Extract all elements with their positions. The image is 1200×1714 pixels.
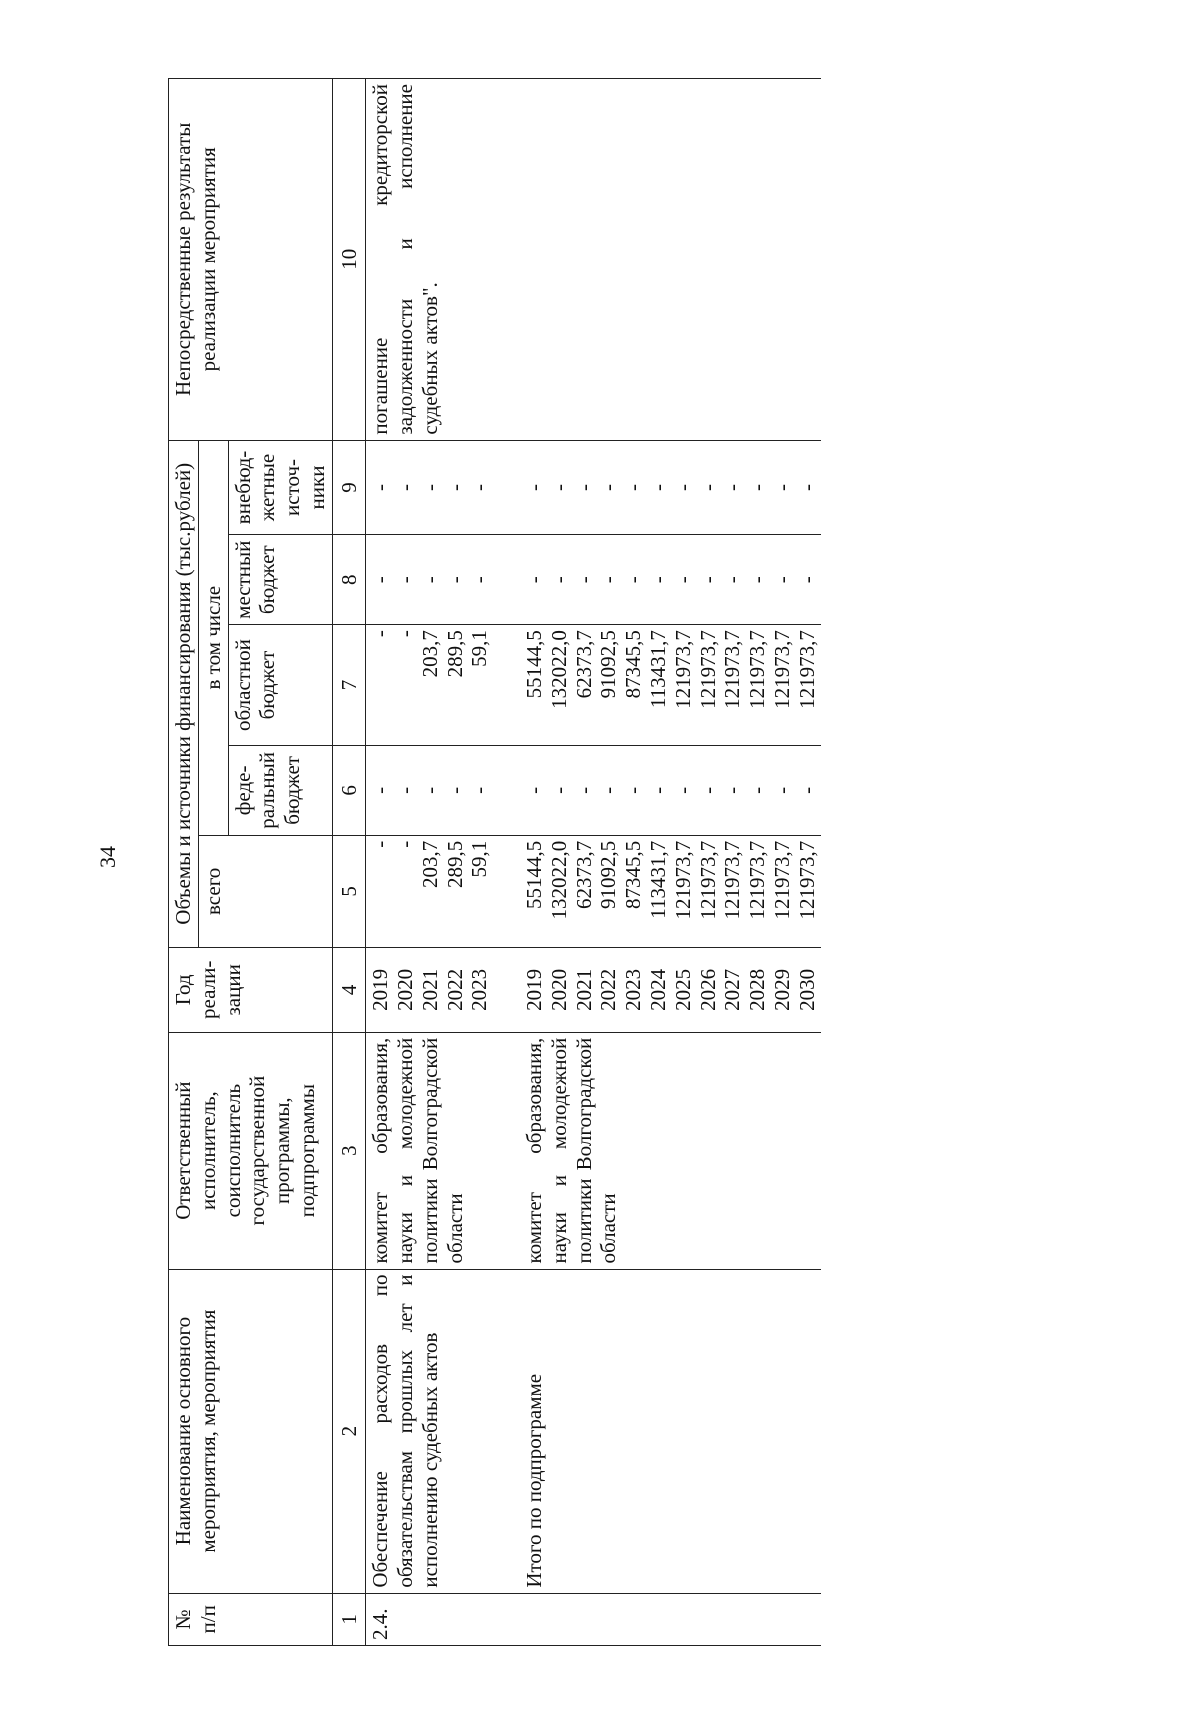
cell-line: - <box>621 786 646 794</box>
col-number: 10 <box>332 79 366 441</box>
cell-line: - <box>596 483 621 491</box>
cell-line: - <box>467 786 492 794</box>
cell-line: 2022 <box>442 968 467 1011</box>
row-name: Итого по подпрограмме <box>520 1269 821 1593</box>
cell-line: - <box>670 483 695 491</box>
cell-line: - <box>368 840 393 848</box>
cell-line: 2021 <box>417 968 442 1011</box>
cell-line: 2022 <box>596 968 621 1011</box>
table-row <box>520 79 821 1646</box>
col-number: 1 <box>332 1593 366 1645</box>
row-federal <box>520 746 821 836</box>
cell-line: 2030 <box>794 968 819 1011</box>
header-funding: Объемы и источники финансирования (тыс.рублей) <box>169 440 199 947</box>
cell-line: 121973,7 <box>670 630 695 709</box>
cell-line: 132022,0 <box>546 840 571 920</box>
cell-line: 87345,5 <box>621 630 646 699</box>
cell-line: - <box>368 576 393 584</box>
header-incl: в том числе <box>198 440 228 835</box>
header-local: местный бюджет <box>228 535 332 625</box>
row-executor: комитет образования, науки и молодежной политики Волгоградской области <box>366 1032 494 1269</box>
cell-line: - <box>417 786 442 794</box>
cell-line: - <box>670 786 695 794</box>
cell-line: - <box>467 576 492 584</box>
cell-line: - <box>745 483 770 491</box>
cell-line: 121973,7 <box>794 840 819 920</box>
col-number: 7 <box>332 625 366 746</box>
cell-line: - <box>393 840 418 848</box>
cell-line: - <box>621 483 646 491</box>
cell-line: 113431,7 <box>646 630 671 709</box>
cell-line: - <box>794 786 819 794</box>
row-name: Обеспечение расходов по обязательствам прошлых лет и исполнению судебных актов <box>366 1269 494 1593</box>
cell-line: 2029 <box>769 968 794 1011</box>
header-executor: Ответственный исполнитель, соисполнитель государственной программы, подпрограммы <box>169 1032 333 1269</box>
col-number: 2 <box>332 1269 366 1593</box>
cell-line: - <box>720 483 745 491</box>
cell-line: 121973,7 <box>745 630 770 709</box>
header-total: всего <box>198 835 332 947</box>
cell-line: - <box>745 576 770 584</box>
cell-line: - <box>467 483 492 491</box>
cell-line: 62373,7 <box>571 840 596 909</box>
row-extra <box>366 440 494 535</box>
cell-line: 2020 <box>393 968 418 1011</box>
header-regional: областной бюджет <box>228 625 332 746</box>
row-result: погашение кредиторской задолженности и исполнение судебных актов". <box>366 79 494 441</box>
cell-line: - <box>794 483 819 491</box>
cell-line: 59,1 <box>467 840 492 878</box>
cell-line: - <box>546 786 571 794</box>
cell-line: 55144,5 <box>522 840 547 909</box>
cell-line: - <box>596 786 621 794</box>
cell-line: 2023 <box>467 968 492 1011</box>
cell-line: 2021 <box>571 968 596 1011</box>
cell-line: - <box>393 576 418 584</box>
cell-line: - <box>621 576 646 584</box>
row-regional <box>520 625 821 746</box>
header-result: Непосредственные результаты реализации мероприятия <box>169 79 333 441</box>
cell-line: 121973,7 <box>769 630 794 709</box>
cell-line: - <box>794 576 819 584</box>
cell-line: - <box>646 786 671 794</box>
cell-line: - <box>546 483 571 491</box>
row-federal <box>366 746 494 836</box>
cell-line: - <box>571 483 596 491</box>
cell-line: 2019 <box>522 968 547 1011</box>
cell-line: 2027 <box>720 968 745 1011</box>
page-number: 34 <box>95 846 120 868</box>
header-year: Год реали-зации <box>169 947 333 1032</box>
cell-line: 121973,7 <box>695 630 720 709</box>
cell-line: - <box>442 786 467 794</box>
cell-line: 91092,5 <box>596 630 621 699</box>
header-num: № п/п <box>169 1593 333 1645</box>
cell-line: - <box>596 576 621 584</box>
col-number: 3 <box>332 1032 366 1269</box>
cell-line: 289,5 <box>442 630 467 678</box>
cell-line: 121973,7 <box>769 840 794 920</box>
col-number: 9 <box>332 440 366 535</box>
cell-line: - <box>393 483 418 491</box>
cell-line: - <box>695 483 720 491</box>
cell-line: 121973,7 <box>670 840 695 920</box>
cell-line: - <box>646 576 671 584</box>
cell-line: - <box>769 576 794 584</box>
cell-line: - <box>522 786 547 794</box>
row-num: 2.4. <box>366 1593 494 1645</box>
cell-line: 91092,5 <box>596 840 621 909</box>
cell-line: 2019 <box>368 968 393 1011</box>
cell-line: 2023 <box>621 968 646 1011</box>
header-federal: феде-ральный бюджет <box>228 746 332 836</box>
table-row <box>494 79 520 1646</box>
col-number: 5 <box>332 835 366 947</box>
cell-line: 2025 <box>670 968 695 1011</box>
cell-line: 203,7 <box>417 840 442 888</box>
cell-line: - <box>522 576 547 584</box>
rotated-table-container <box>168 78 1093 1646</box>
cell-line: - <box>769 786 794 794</box>
cell-line: - <box>670 576 695 584</box>
cell-line: 289,5 <box>442 840 467 888</box>
cell-line: 55144,5 <box>522 630 547 699</box>
cell-line: 62373,7 <box>571 630 596 699</box>
cell-line: - <box>393 786 418 794</box>
row-regional <box>366 625 494 746</box>
cell-line: - <box>695 786 720 794</box>
cell-line: - <box>720 786 745 794</box>
funding-table <box>168 78 821 1646</box>
row-years <box>366 947 494 1032</box>
cell-line: - <box>368 786 393 794</box>
cell-line: - <box>522 483 547 491</box>
cell-line: 2020 <box>546 968 571 1011</box>
row-total <box>520 835 821 947</box>
cell-line: 113431,7 <box>646 840 671 919</box>
header-extra: внебюд-жетные источ-ники <box>228 440 332 535</box>
col-number: 8 <box>332 535 366 625</box>
cell-line: 2028 <box>745 968 770 1011</box>
cell-line: - <box>368 630 393 638</box>
cell-line: 121973,7 <box>695 840 720 920</box>
cell-line: 132022,0 <box>546 630 571 709</box>
cell-line: 87345,5 <box>621 840 646 909</box>
cell-line: - <box>417 576 442 584</box>
row-extra <box>520 440 821 535</box>
row-executor: комитет образования, науки и молодежной политики Волгоградской области <box>520 1032 821 1269</box>
cell-line: - <box>571 786 596 794</box>
cell-line: 121973,7 <box>745 840 770 920</box>
cell-line: - <box>546 576 571 584</box>
cell-line: - <box>417 483 442 491</box>
cell-line: - <box>442 576 467 584</box>
cell-line: - <box>720 576 745 584</box>
cell-line: - <box>442 483 467 491</box>
cell-line: - <box>769 483 794 491</box>
cell-line: 121973,7 <box>794 630 819 709</box>
cell-line: 121973,7 <box>720 630 745 709</box>
cell-line: 203,7 <box>417 630 442 678</box>
row-total <box>366 835 494 947</box>
header-name: Наименование основного мероприятия, мероприятия <box>169 1269 333 1593</box>
row-local <box>366 535 494 625</box>
row-years <box>520 947 821 1032</box>
column-numbers-row <box>332 79 366 1646</box>
cell-line: 121973,7 <box>720 840 745 920</box>
cell-line: 2024 <box>646 968 671 1011</box>
col-number: 6 <box>332 746 366 836</box>
cell-line: - <box>571 576 596 584</box>
cell-line: - <box>368 483 393 491</box>
row-local <box>520 535 821 625</box>
cell-line: - <box>646 483 671 491</box>
cell-line: 2026 <box>695 968 720 1011</box>
col-number: 4 <box>332 947 366 1032</box>
cell-line: - <box>695 576 720 584</box>
table-row <box>366 79 494 1646</box>
cell-line: - <box>745 786 770 794</box>
cell-line: - <box>393 630 418 638</box>
cell-line: 59,1 <box>467 630 492 667</box>
